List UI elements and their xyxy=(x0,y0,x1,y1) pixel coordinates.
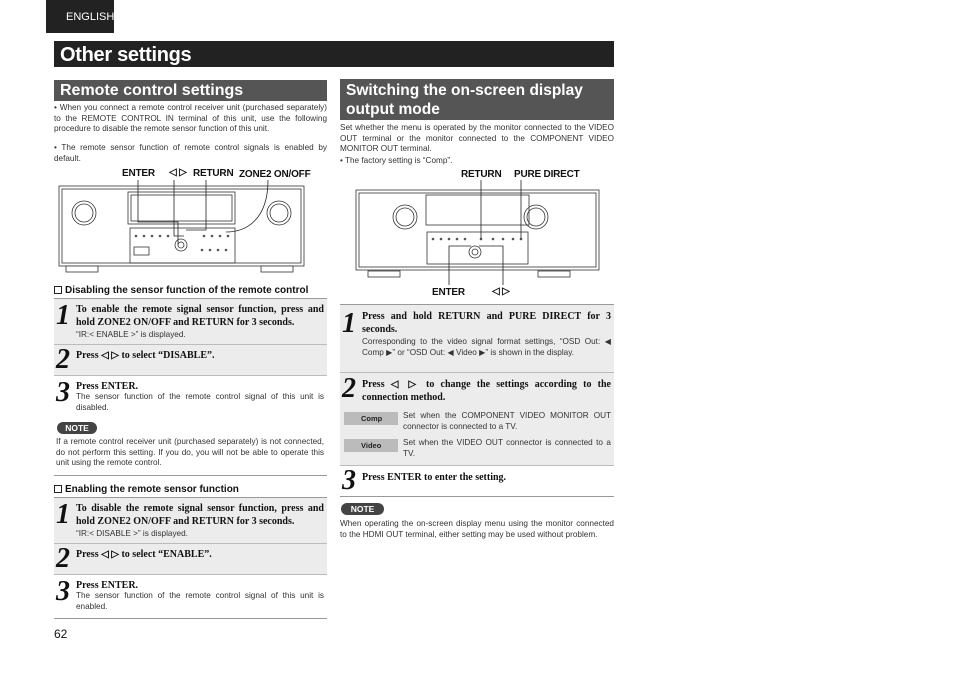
label-return-right: RETURN xyxy=(461,169,502,180)
label-return: RETURN xyxy=(193,168,234,179)
section-title-osd: Switching the on-screen display output mode xyxy=(340,79,614,120)
osd-factory-setting: • The factory setting is “Comp”. xyxy=(340,156,453,165)
note-text-right: When operating the on-screen display menu using the monitor connected to the HDMI OUT terminal, either setting may be used without problem. xyxy=(340,519,614,539)
receiver-feet xyxy=(368,271,570,277)
language-label: ENGLISH xyxy=(66,10,115,23)
receiver-body xyxy=(356,190,599,270)
option-desc-video: Set when the VIDEO OUT connector is connected to a TV. xyxy=(403,438,611,458)
enable-step-2: 2 Press ◁ ▷ to select “ENABLE”. xyxy=(54,544,327,575)
osd-step-3: 3 Press ENTER to enter the setting. xyxy=(340,466,614,497)
receiver-buttons-right xyxy=(432,238,523,241)
disable-step-1: 1 To enable the remote signal sensor function, press and hold ZONE2 ON/OFF and RETURN for 3 seconds. “IR:< ENABLE >” is displayed. xyxy=(54,298,327,345)
disable-step-3: 3 Press ENTER. The sensor function of the remote control signal of this unit is disabled. xyxy=(56,377,324,412)
intro-bullet-1: • When you connect a remote control receiver unit (purchased separately) to the REMOTE CONTROL IN terminal of this unit, use the following procedure to disable the remote sensor function of this unit. xyxy=(54,103,327,133)
label-zone2: ZONE2 ON/OFF xyxy=(239,169,311,180)
label-pure-direct: PURE DIRECT xyxy=(514,169,580,180)
label-arrows-right: ◁ ▷ xyxy=(492,286,510,297)
label-enter-right: ENTER xyxy=(432,287,465,298)
enable-heading: Enabling the remote sensor function xyxy=(54,484,239,495)
enable-step-3: 3 Press ENTER. The sensor function of the remote control signal of this unit is enabled. xyxy=(54,575,327,619)
receiver-feet xyxy=(66,266,293,272)
note-text-left: If a remote control receiver unit (purchased separately) is not connected, do not perform this setting. If you do, you will not be able to operate this unit using the remote control. xyxy=(56,437,324,467)
note-badge-right: NOTE xyxy=(341,503,384,515)
option-tag-comp: Comp xyxy=(344,412,398,425)
section-title-remote: Remote control settings xyxy=(54,80,327,101)
intro-bullet-2: • The remote sensor function of remote control signals is enabled by default. xyxy=(54,143,327,163)
page-number: 62 xyxy=(54,627,68,641)
receiver-body xyxy=(59,186,304,266)
osd-intro: Set whether the menu is operated by the monitor connected to the VIDEO OUT terminal or the monitor connected to the COMPONENT VIDEO MONITOR OUT terminal. xyxy=(340,123,614,153)
disable-heading: Disabling the sensor function of the remote control xyxy=(54,285,308,296)
enable-step-1: 1 To disable the remote signal sensor function, press and hold ZONE2 ON/OFF and RETURN for 3 seconds. “IR:< DISABLE >” is displayed. xyxy=(54,497,327,544)
label-enter: ENTER xyxy=(122,168,155,179)
option-tag-video: Video xyxy=(344,439,398,452)
receiver-illustration-right xyxy=(353,180,608,285)
osd-step-2: 2 Press ◁ ▷ to change the settings according to the connection method. Comp Set when the COMPONENT VIDEO MONITOR OUT connector is connected to a TV. Video Set when the VIDEO OUT connector is connected to a TV. xyxy=(340,373,614,466)
option-desc-comp: Set when the COMPONENT VIDEO MONITOR OUT connector is connected to a TV. xyxy=(403,411,611,431)
receiver-illustration-left xyxy=(56,180,311,278)
disable-step-2: 2 Press ◁ ▷ to select “DISABLE”. xyxy=(54,345,327,376)
language-tab xyxy=(46,0,114,33)
osd-step-1: 1 Press and hold RETURN and PURE DIRECT for 3 seconds. Corresponding to the video signal format settings, “OSD Out: ◀ Comp ▶” or “OSD Out: ◀ Video ▶” is shown in the display. xyxy=(340,304,614,373)
callout-lines xyxy=(449,180,521,285)
divider xyxy=(54,475,327,476)
label-arrows: ◁ ▷ xyxy=(169,167,187,178)
note-badge-left: NOTE xyxy=(57,422,97,434)
page-title: Other settings xyxy=(54,41,614,67)
